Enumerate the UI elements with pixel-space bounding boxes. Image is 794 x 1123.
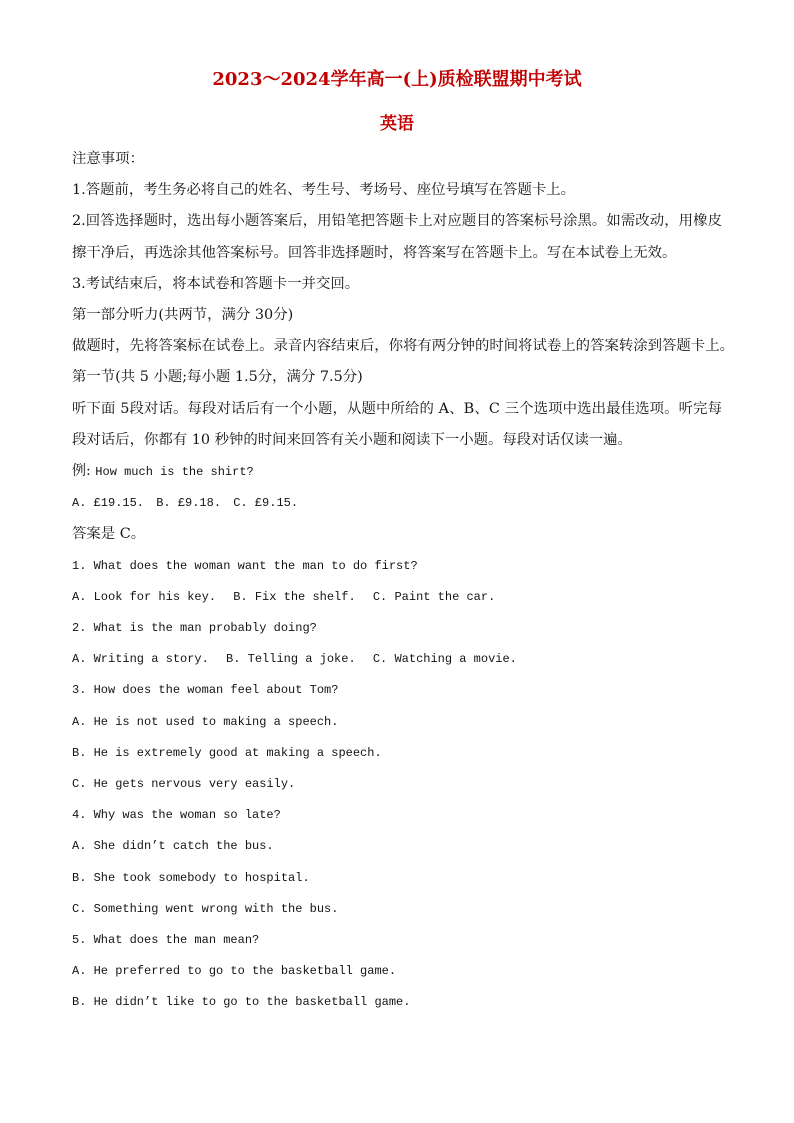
question-2-option-b: B. Telling a joke. [226, 652, 356, 667]
subject-title: 英语 [380, 114, 414, 134]
question-4-option-a: A. She didn’t catch the bus. [72, 839, 274, 854]
question-4-option-c: C. Something went wrong with the bus. [72, 901, 339, 916]
part1-heading: 第一部分听力(共两节，满分 30分) [72, 307, 294, 324]
example-options [72, 488, 722, 519]
example-option-a: A. £19.15. [72, 496, 145, 511]
example-question [72, 456, 722, 488]
part1-instruction: 做题时，先将答案标在试卷上。录音内容结束后，你将有两分钟的时间将试卷上的答案转涂到答题卡上。 [72, 338, 734, 355]
section1-directions: 听下面 5段对话。每段对话后有一个小题，从题中所给的 A、B、C 三个选项中选出最佳选项。听完每段对话后，你都有 10 秒钟的时间来回答有关小题和阅读下一小题。每段对话仅读一遍。 [72, 400, 722, 448]
exam-body [72, 144, 734, 1019]
question-2-options [72, 644, 722, 675]
notice-heading: 注意事项： [72, 151, 144, 167]
question-1-option-b: B. Fix the shelf. [233, 589, 356, 604]
question-2-stem: 2. What is the man probably doing? [72, 621, 317, 636]
question-1-option-a: A. Look for his key. [72, 589, 217, 604]
question-3-option-a: A. He is not used to making a speech. [72, 714, 339, 729]
example-question-text: How much is the shirt? [95, 465, 254, 480]
example-option-b: B. £9.18. [156, 496, 222, 511]
exam-title: 2023～2024学年高一(上)质检联盟期中考试 [212, 69, 582, 90]
question-2-option-c: C. Watching a movie. [372, 652, 517, 667]
notice-item-1: 1.答题前，考生务必将自己的姓名、考生号、考场号、座位号填写在答题卡上。 [72, 182, 576, 199]
example-answer: 答案是 C。 [72, 526, 146, 543]
question-5-option-a: A. He preferred to go to the basketball game. [72, 964, 397, 979]
question-4-option-b: B. She took somebody to hospital. [72, 870, 310, 885]
question-5-option-b: B. He didn’t like to go to the basketball game. [72, 995, 411, 1010]
question-1-option-c: C. Paint the car. [372, 589, 496, 604]
question-2-option-a: A. Writing a story. [72, 652, 209, 667]
example-label: 例: [72, 463, 91, 480]
question-3-option-b: B. He is extremely good at making a speech. [72, 745, 382, 760]
question-1-options [72, 582, 722, 613]
notice-item-3: 3.考试结束后，将本试卷和答题卡一并交回。 [72, 275, 360, 292]
notice-item-2: 2.回答选择题时，选出每小题答案后，用铅笔把答题卡上对应题目的答案标号涂黑。如需改动，用橡皮擦干净后，再选涂其他答案标号。回答非选择题时，将答案写在答题卡上。写在本试卷上无效。 [72, 213, 722, 261]
question-1-stem: 1. What does the woman want the man to do first? [72, 558, 418, 573]
section1-heading: 第一节(共 5 小题;每小题 1.5分，满分 7.5分) [72, 369, 363, 386]
question-3-stem: 3. How does the woman feel about Tom? [72, 683, 339, 698]
question-3-option-c: C. He gets nervous very easily. [72, 777, 296, 792]
question-5-stem: 5. What does the man mean? [72, 933, 260, 948]
question-4-stem: 4. Why was the woman so late? [72, 808, 281, 823]
example-option-c: C. £9.15. [233, 496, 299, 511]
